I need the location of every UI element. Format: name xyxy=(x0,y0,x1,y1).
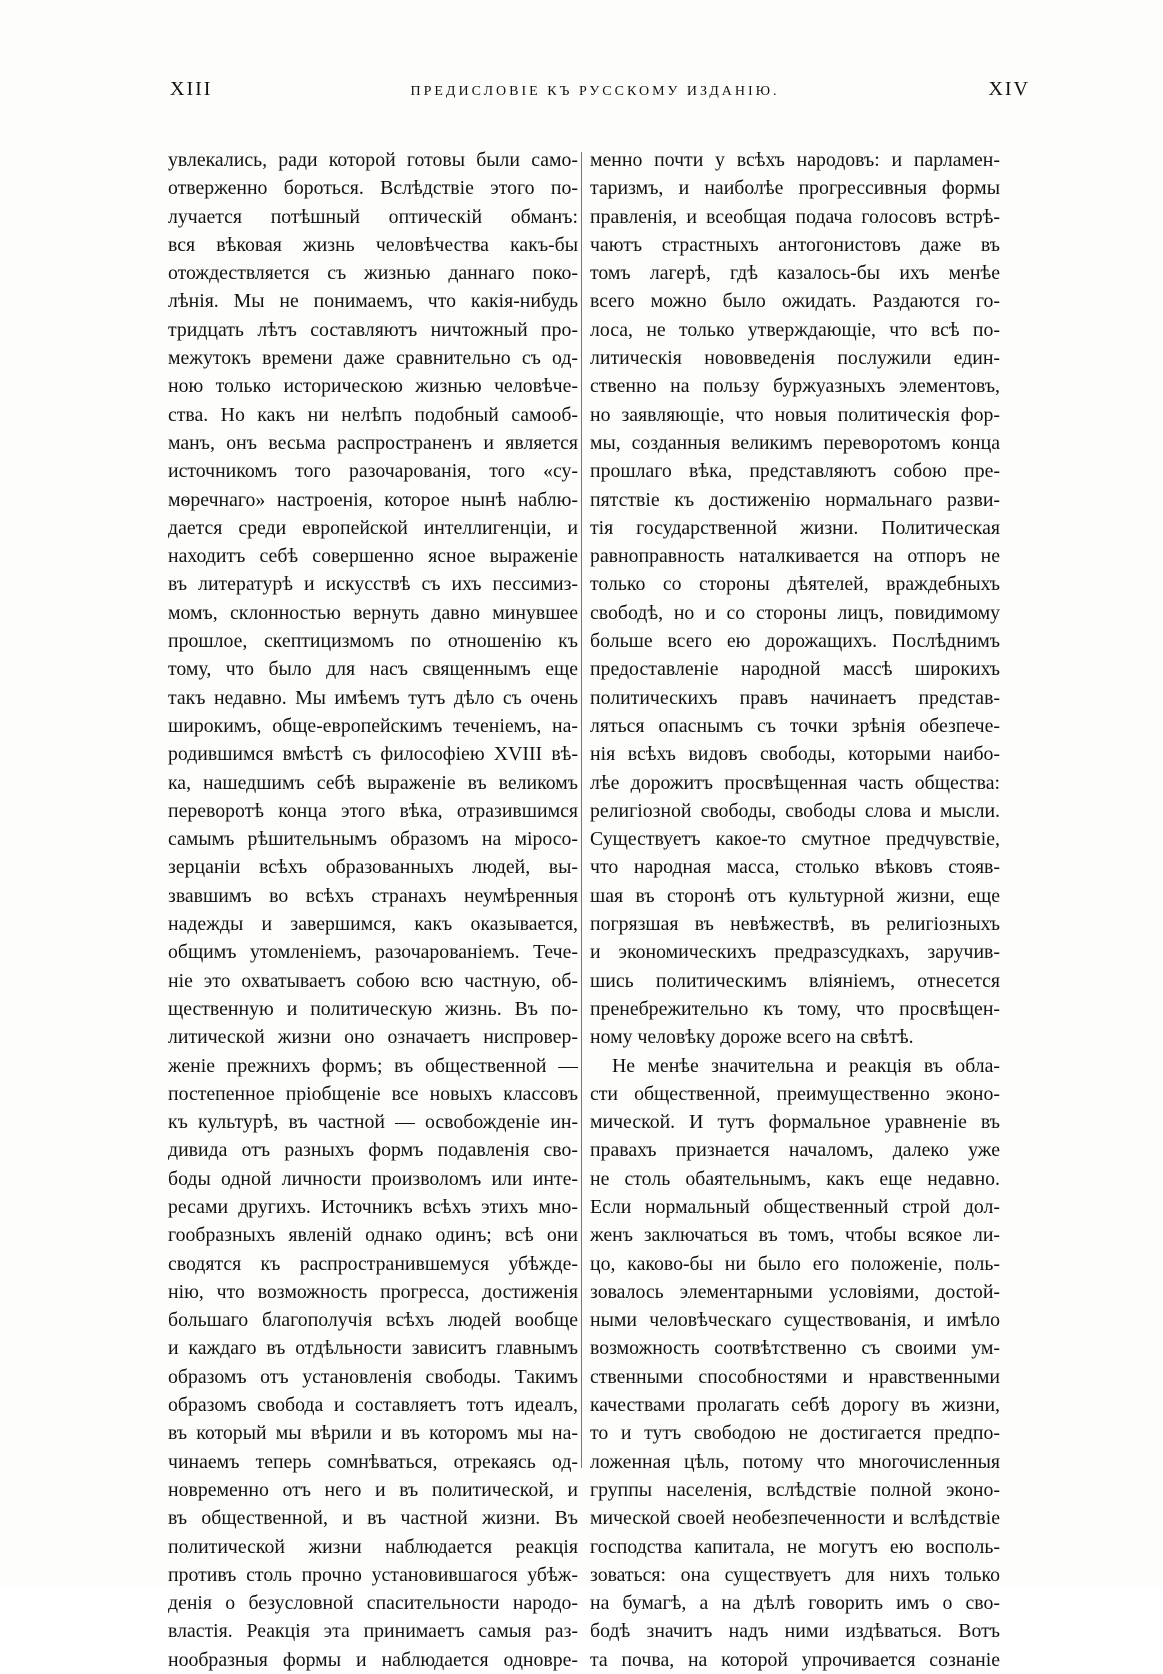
text-line: момъ, склонностью вернуть давно минувшее xyxy=(168,601,578,624)
text-line: мической своей необезпеченности и вслѣдствіе xyxy=(590,1507,1000,1530)
text-line: ресами другихъ. Источникъ всѣхъ этихъ мно- xyxy=(168,1195,578,1218)
left-text-column xyxy=(168,146,578,1674)
text-line: тридцать лѣтъ составляютъ ничтожный про- xyxy=(168,318,578,341)
text-line: что народная масса, столько вѣковъ стояв- xyxy=(590,856,1000,879)
text-line: свободѣ, но и со стороны лицъ, повидимому xyxy=(590,601,1000,624)
text-line: ка, нашедшимъ себѣ выраженіе въ великомъ xyxy=(168,771,578,794)
text-line: мической. И тутъ формальное уравненіе въ xyxy=(590,1111,1000,1134)
text-line: политической жизни наблюдается реакція xyxy=(168,1535,578,1558)
text-line: ному человѣку дороже всего на свѣтѣ. xyxy=(590,1026,914,1049)
text-line: Существуетъ какое-то смутное предчувствіе, xyxy=(590,828,1000,851)
text-line: нообразныя формы и наблюдается одновре- xyxy=(168,1648,578,1671)
text-line: качествами пролагать себѣ дорогу въ жизни, xyxy=(590,1394,1000,1417)
text-line: манъ, онъ весьма распространенъ и является xyxy=(168,431,578,454)
text-line: отверженно бороться. Вслѣдствіе этого по- xyxy=(168,177,578,200)
text-line: въ который мы вѣрили и въ которомъ мы на- xyxy=(168,1422,578,1445)
text-line: прошлаго вѣка, представляютъ собою пре- xyxy=(590,460,1000,483)
text-line: тія государственной жизни. Политическая xyxy=(590,516,1000,539)
text-line: ложенная цѣль, потому что многочисленныя xyxy=(590,1450,1000,1473)
text-line: возможность соотвѣтственно съ своими ум- xyxy=(590,1337,1000,1360)
text-line: но заявляющіе, что новыя политическія фор- xyxy=(590,403,1000,426)
text-line: прошлое, скептицизмомъ по отношенію къ xyxy=(168,630,578,653)
text-line: литическія нововведенія послужили един- xyxy=(590,347,1000,370)
text-line: такъ недавно. Мы имѣемъ тутъ дѣло съ очень xyxy=(168,686,578,709)
text-line: ніе это охватываетъ собою всю частную, об- xyxy=(168,969,578,992)
text-line: зоваться: она существуетъ для нихъ только xyxy=(590,1563,1000,1586)
text-line: родившимся вмѣстѣ съ философіею XVIII вѣ- xyxy=(168,743,578,766)
text-line: лучается потѣшный оптическій обманъ: xyxy=(168,205,578,228)
text-line: и экономическихъ предразсудкахъ, заручив- xyxy=(590,941,1000,964)
page-number-left: XIII xyxy=(170,78,213,100)
text-line: источникомъ того разочарованія, того «су- xyxy=(168,460,578,483)
right-text-column xyxy=(590,146,1000,1674)
text-line: мы, созданныя великимъ переворотомъ конца xyxy=(590,431,1000,454)
text-line: таризмъ, и наиболѣе прогрессивныя формы xyxy=(590,177,1000,200)
text-line: увлекались, ради которой готовы были само- xyxy=(168,149,578,171)
text-line: шая въ сторонѣ отъ культурной жизни, еще xyxy=(590,884,1000,907)
text-line: гообразныхъ явленій однако одинъ; всѣ они xyxy=(168,1224,578,1247)
text-line: пятствіе къ достиженію нормальнаго разви- xyxy=(590,488,1000,511)
text-line: женіе прежнихъ формъ; въ общественной — xyxy=(168,1054,578,1077)
text-line: самымъ рѣшительнымъ образомъ на міросо- xyxy=(168,828,578,851)
text-line: равноправность наталкивается на отпоръ не xyxy=(590,545,1000,568)
text-line: господства капитала, не могутъ ею воспoль- xyxy=(590,1535,1000,1558)
text-line: пренебрежительно къ тому, что просвѣщен- xyxy=(590,997,1000,1020)
text-line: правленія, и всеобщая подача голосовъ встрѣ- xyxy=(590,205,1000,228)
text-line: погрязшая въ невѣжествѣ, въ религіозныхъ xyxy=(590,913,1000,936)
text-line: боды одной личности произволомъ или инте- xyxy=(168,1167,578,1190)
text-line: больше всего ею дорожащихъ. Послѣднимъ xyxy=(590,630,1000,653)
text-line: бодѣ значитъ надъ ними издѣваться. Вотъ xyxy=(590,1620,1000,1643)
text-line: мѳречнаго» настроенія, которое нынѣ наблю- xyxy=(168,488,578,511)
text-line: чаютъ страстныхъ антогонистовъ даже въ xyxy=(590,233,1000,256)
page-header xyxy=(160,78,1030,108)
text-line: большаго благополучія всѣхъ людей вообще xyxy=(168,1309,578,1332)
text-line: на бумагѣ, а на дѣлѣ говорить имъ о сво- xyxy=(590,1592,1000,1615)
text-line: дивида отъ разныхъ формъ подавленія сво- xyxy=(168,1139,578,1162)
text-line: правахъ признается началомъ, далеко уже xyxy=(590,1139,1000,1162)
text-line: сти общественной, преимущественно эконо- xyxy=(590,1082,1000,1105)
text-line: дается среди европейской интеллигенціи, и xyxy=(168,516,578,539)
text-line: нію, что возможность прогресса, достиженія xyxy=(168,1280,578,1303)
text-line: религіозной свободы, свободы слова и мысли. xyxy=(590,799,1000,822)
text-line: постепенное пріобщеніе все новыхъ классовъ xyxy=(168,1082,578,1105)
text-line: тому, что было для насъ священнымъ еще xyxy=(168,658,578,681)
running-title: ПРЕДИСЛОВІЕ КЪ РУССКОМУ ИЗДАНІЮ. xyxy=(410,84,780,99)
text-line: звавшимъ во всѣхъ странахъ неумѣренныя xyxy=(168,884,578,907)
text-line: образомъ отъ установленія свободы. Такимъ xyxy=(168,1365,578,1388)
text-line: властія. Реакція эта принимаетъ самыя раз- xyxy=(168,1620,578,1643)
column-divider xyxy=(581,152,582,1468)
text-line: межутокъ времени даже сравнительно съ од- xyxy=(168,347,578,370)
text-line: въ литературѣ и искусствѣ съ ихъ пессимиз- xyxy=(168,573,578,596)
text-line: щественную и политическую жизнь. Въ по- xyxy=(168,997,578,1020)
text-line: нія всѣхъ видовъ свободы, которыми наибо- xyxy=(590,743,1000,766)
text-line: менно почти у всѣхъ народовъ: и парламен- xyxy=(590,149,1000,171)
text-line: шись политическимъ вліяніемъ, отнесется xyxy=(590,969,1000,992)
text-line: вся вѣковая жизнь человѣчества какъ-бы xyxy=(168,233,578,256)
text-line: предоставленіе народной массѣ широкихъ xyxy=(590,658,1000,681)
text-line: всего можно было ожидать. Раздаются го- xyxy=(590,290,1000,313)
text-line: ства. Но какъ ни нелѣпъ подобный самооб- xyxy=(168,403,578,426)
text-line: ною только историческою жизнью человѣче- xyxy=(168,375,578,398)
text-line: цо, каково-бы ни было его положеніе, поль- xyxy=(590,1252,1000,1275)
text-line: къ культурѣ, въ частной — освобожденіе ин- xyxy=(168,1111,578,1134)
text-line: противъ столь прочно установившагося убѣж- xyxy=(168,1563,578,1586)
text-line: ляться опаснымъ съ точки зрѣнія обезпече- xyxy=(590,714,1000,737)
text-line: не столь обаятельнымъ, какъ еще недавно. xyxy=(590,1167,1000,1190)
page-number-right: XIV xyxy=(988,78,1030,100)
text-line: зовалось элементарными условіями, достой- xyxy=(590,1280,1000,1303)
text-line: ными человѣческаго существованія, и имѣло xyxy=(590,1309,1000,1332)
text-line: отождествляется съ жизнью даннаго поко- xyxy=(168,262,578,285)
text-line: ственно на пользу буржуазныхъ элементовъ, xyxy=(590,375,1000,398)
text-line: образомъ свобода и составляетъ тотъ идеалъ, xyxy=(168,1394,578,1417)
text-line: лоса, не только утверждающіе, что всѣ по- xyxy=(590,318,1000,341)
text-line: въ общественной, и въ частной жизни. Въ xyxy=(168,1507,578,1530)
text-line: зерцаніи всѣхъ образованныхъ людей, вы- xyxy=(168,856,578,879)
text-line: чинаемъ теперь сомнѣваться, отрекаясь од- xyxy=(168,1450,578,1473)
text-line: та почва, на которой упрочивается сознаніе xyxy=(590,1648,1000,1671)
text-line: Если нормальный общественный строй дол- xyxy=(590,1195,1000,1218)
text-line: группы населенія, вслѣдствіе полной эконо- xyxy=(590,1478,1000,1501)
text-line: и каждаго въ отдѣльности зависитъ главнымъ xyxy=(168,1337,578,1360)
text-line: денія о безусловной спасительности народо- xyxy=(168,1592,578,1615)
text-line: только со стороны дѣятелей, враждебныхъ xyxy=(590,573,1000,596)
text-line: то и тутъ свободою не достигается предпо- xyxy=(590,1422,1000,1445)
text-line: литической жизни оно означаетъ ниспровер- xyxy=(168,1026,578,1049)
text-line: новременно отъ него и въ политической, и xyxy=(168,1478,578,1501)
text-line: томъ лагерѣ, гдѣ казалось-бы ихъ менѣе xyxy=(590,262,1000,285)
text-line: политическихъ правъ начинаетъ представ- xyxy=(590,686,1000,709)
text-line: широкимъ, обще-европейскимъ теченіемъ, на- xyxy=(168,714,578,737)
text-line: женъ заключаться въ томъ, чтобы всякое ли- xyxy=(590,1224,1000,1247)
text-line: надежды и завершимся, какъ оказывается, xyxy=(168,913,578,936)
text-line: общимъ утомленіемъ, разочарованіемъ. Тече- xyxy=(168,941,578,964)
text-line: ственными способностями и нравственными xyxy=(590,1365,1000,1388)
text-line: Не менѣе значительна и реакція въ обла- xyxy=(612,1054,1000,1077)
text-line: переворотѣ конца этого вѣка, отразившимся xyxy=(168,799,578,822)
text-line: лѣе дорожитъ просвѣщенная часть общества: xyxy=(590,771,1000,794)
text-line: находитъ себѣ совершенно ясное выраженіе xyxy=(168,545,578,568)
text-line: сводятся къ распространившемуся убѣжде- xyxy=(168,1252,578,1275)
text-line: лѣнія. Мы не понимаемъ, что какія-нибудь xyxy=(168,290,578,313)
